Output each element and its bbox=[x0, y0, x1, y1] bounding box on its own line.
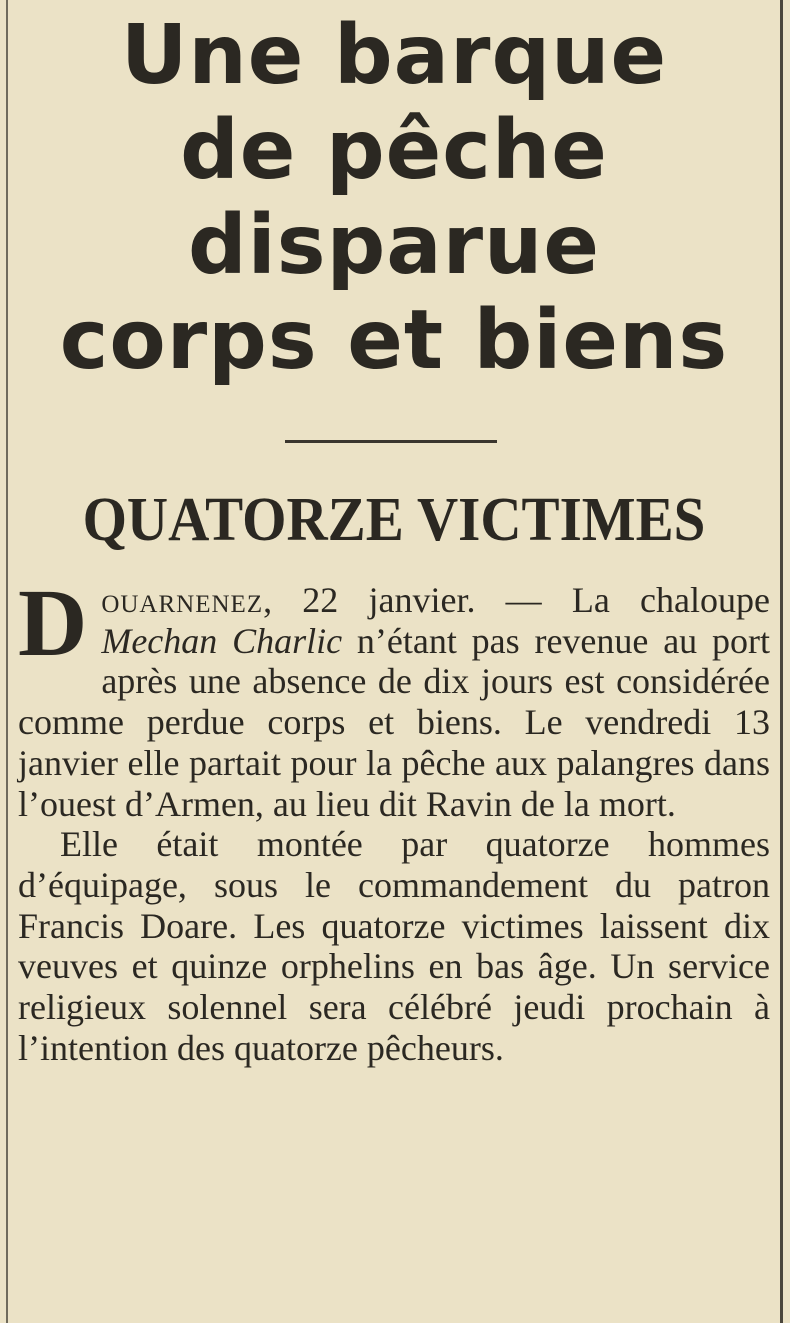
headline-line-3: disparue bbox=[187, 198, 601, 293]
article-body bbox=[18, 569, 770, 1068]
headline-line-4: corps et biens bbox=[59, 293, 729, 388]
dateline-place: ouarnenez bbox=[101, 580, 264, 620]
headline-separator bbox=[285, 440, 497, 443]
drop-cap: D bbox=[18, 569, 88, 676]
paragraph-1-text: n’étant pas revenue au port après une absence de dix jours est considérée comme perdue corps et biens. Le vendredi 13 janvier elle partait pour la pêche aux palangres dans l’ouest d’Armen, au lieu dit Ravin de la mort. bbox=[18, 620, 770, 824]
column-rule-right bbox=[780, 0, 783, 1323]
headline bbox=[12, 8, 776, 388]
boat-name: Mechan Charlic bbox=[101, 620, 343, 661]
paragraph-2: Elle était montée par quatorze hommes d’équipage, sous le commandement du patron Francis Doare. Les quatorze victimes laissent dix veuves et quinze orphelins en bas âge. Un service religieux solennel sera célébré jeudi prochain à l’intention des quatorze pêcheurs. bbox=[18, 824, 770, 1068]
headline-line-2: de pêche bbox=[180, 103, 608, 198]
column-rule-left bbox=[6, 0, 8, 1323]
headline-line-1: Une barque bbox=[120, 8, 668, 103]
paragraph-1 bbox=[18, 569, 770, 824]
subheadline: QUATORZE VICTIMES bbox=[82, 486, 706, 554]
dateline: , 22 janvier. — La chaloupe bbox=[263, 580, 770, 620]
